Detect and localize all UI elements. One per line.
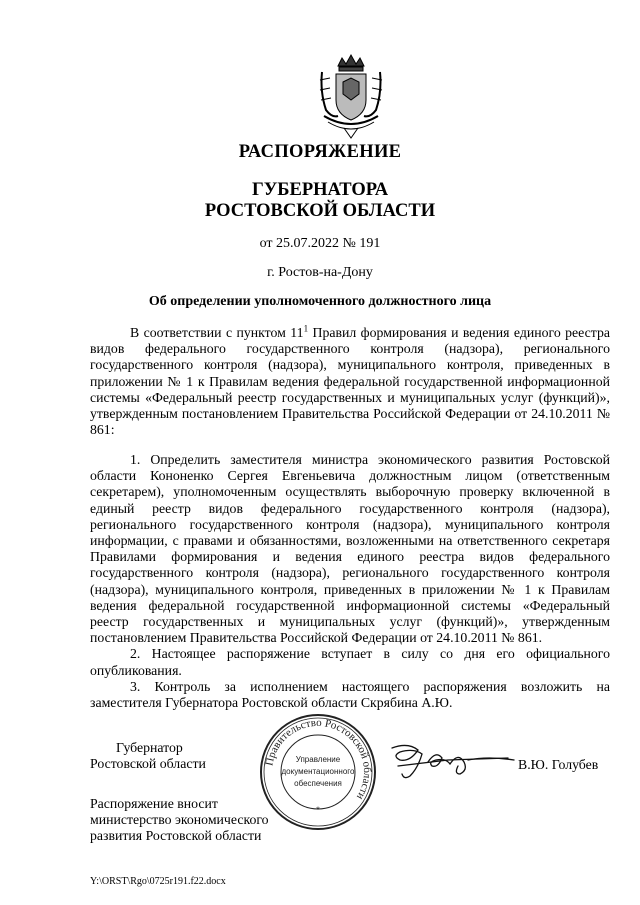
document-subject: Об определении уполномоченного должностного лица <box>148 294 492 309</box>
submitter-line-1: Распоряжение вносит <box>90 796 218 811</box>
city: г. Ростов-на-Дону <box>267 265 373 280</box>
star-icon: * <box>316 805 320 814</box>
preamble-text-end: Правил формирования и ведения единого реестра видов федерального государственного контроля (надзора), регионального государственного контроля (надзора), муниципального контроля, приведенных в приложении № 1 к Правилам ведения федеральной государственной информационной системы «Федеральный реестр государственных и муниципальных услуг (функций)», утвержденным постановлением Правительства Российской Федерации от 24.10.2011 № 861: <box>90 325 610 438</box>
preamble-text-start: В соответствии с пунктом 11 <box>130 325 304 340</box>
file-path: Y:\ORST\Rgo\0725r191.f22.docx <box>90 876 226 887</box>
issuer-line-2: РОСТОВСКОЙ ОБЛАСТИ <box>204 201 436 221</box>
items-block <box>90 452 610 711</box>
seal-outer-text: Правительство Ростовской области <box>263 716 374 802</box>
seal-inner-line-2: документационного <box>281 767 355 776</box>
item-2: 2. Настоящее распоряжение вступает в силу со дня его официального опубликования. <box>90 646 610 678</box>
item-1: 1. Определить заместителя министра экономического развития Ростовской области Кононенко Сергея Евгеньевича должностным лицом (ответственным секретарем), уполномоченным осуществлять выборочную проверку включенной в единый реестр видов федерального государственного контроля (надзора), регионального государственного контроля (надзора), муниципального контроля информации, с правами и обязанностями, возложенными на ответственного секретаря Правилами формирования и ведения единого реестра видов федерального государственного контроля (надзора), регионального государственного контроля (надзора), муниципального контроля, приведенных в приложении № 1 к Правилам ведения федеральной государственной информационной системы «Федеральный реестр государственных и муниципальных услуг (функций)», утвержденным постановлением Правительства Российской Федерации от 24.10.2011 № 861. <box>90 452 610 646</box>
signatory-role-line-2: Ростовской области <box>90 756 206 771</box>
signatory-role <box>90 740 206 772</box>
preamble-superscript: 1 <box>303 323 309 334</box>
official-seal <box>258 712 378 832</box>
submitter-block <box>90 796 269 844</box>
signatory-role-line-1: Губернатор <box>116 740 183 755</box>
issuer-line-1: ГУБЕРНАТОРА <box>251 180 389 200</box>
signatory-name: В.Ю. Голубев <box>518 757 599 772</box>
submitter-line-3: развития Ростовской области <box>90 828 262 843</box>
handwritten-signature <box>388 740 518 785</box>
submitter-line-2: министерство экономического <box>90 812 269 827</box>
date-number: от 25.07.2022 № 191 <box>259 236 381 251</box>
item-3: 3. Контроль за исполнением настоящего распоряжения возложить на заместителя Губернатора Ростовской области Скрябина А.Ю. <box>90 678 610 711</box>
coat-of-arms-emblem <box>316 52 386 140</box>
preamble-paragraph <box>90 325 610 438</box>
document-title: РАСПОРЯЖЕНИЕ <box>238 142 402 162</box>
seal-inner-line-1: Управление <box>295 755 341 764</box>
seal-inner-line-3: обеспечения <box>294 779 342 788</box>
